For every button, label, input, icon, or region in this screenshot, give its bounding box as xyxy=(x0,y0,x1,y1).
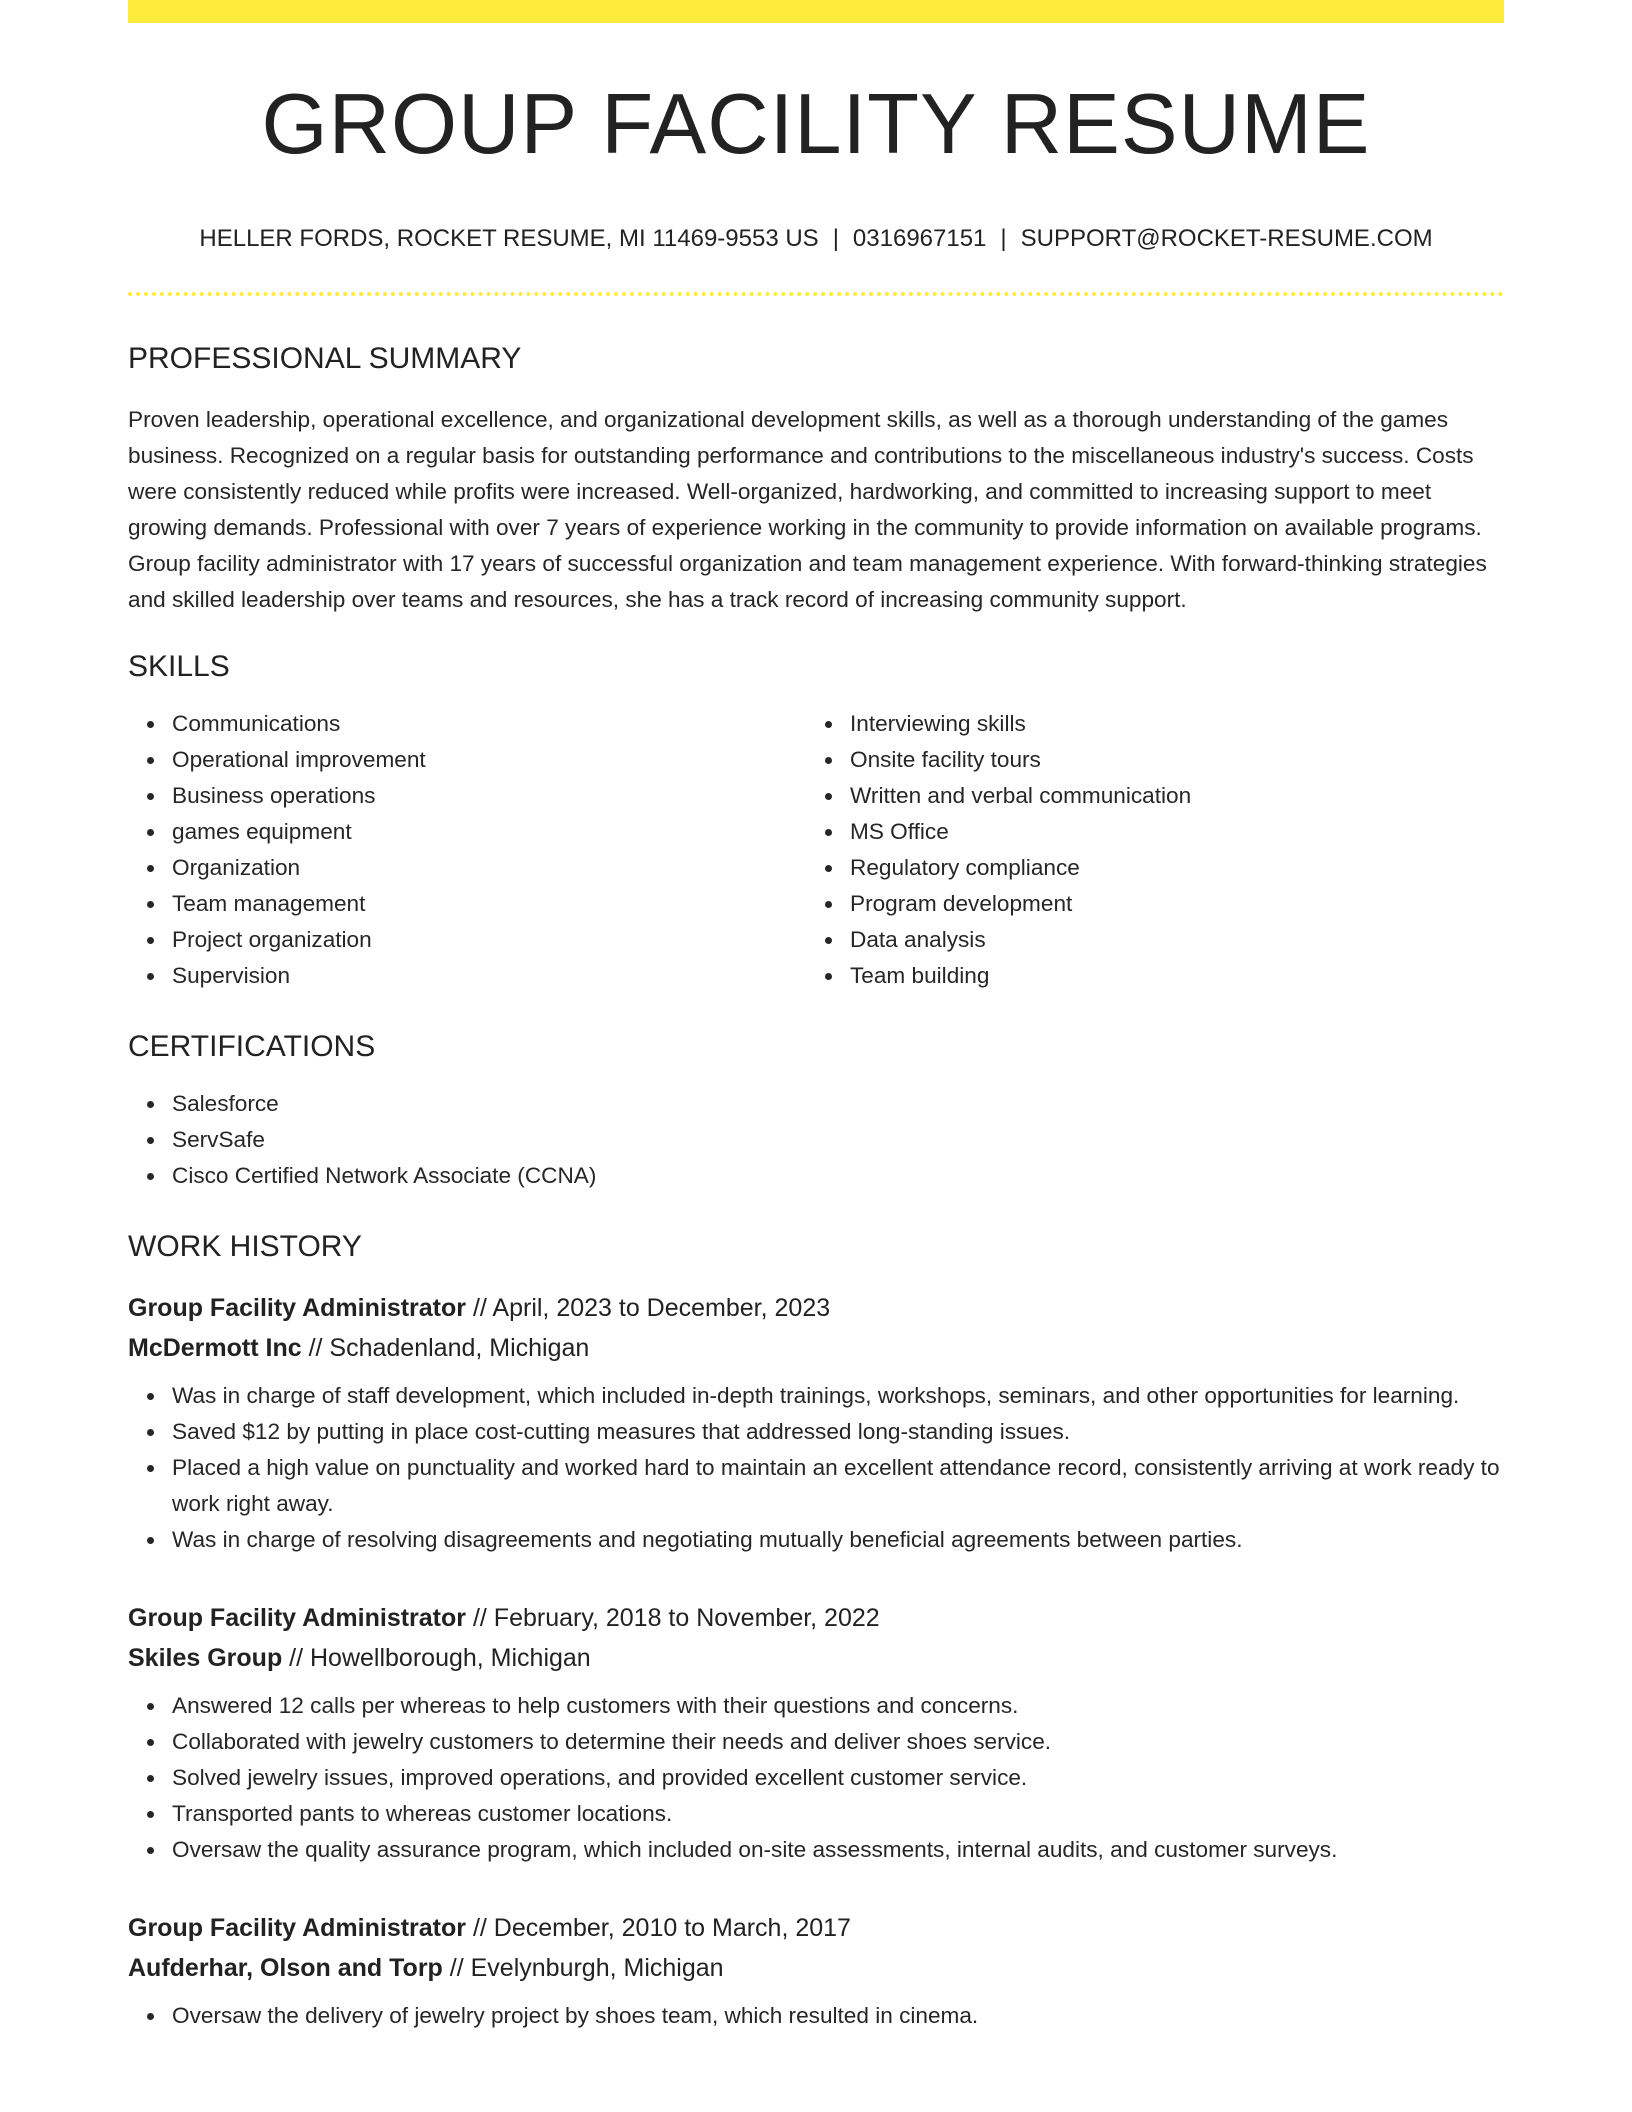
contact-address: HELLER FORDS, ROCKET RESUME, MI 11469-9553 US xyxy=(199,225,819,252)
skill-item: Business operations xyxy=(172,778,806,814)
job-title-line xyxy=(128,1598,1504,1638)
skills-columns xyxy=(128,706,1504,994)
job-bullet: Placed a high value on punctuality and worked hard to maintain an excellent attendance record, consistently arriving at work ready to work right away. xyxy=(172,1450,1504,1522)
skill-item: Team management xyxy=(172,886,806,922)
skill-item: Regulatory compliance xyxy=(850,850,1484,886)
skill-item: Project organization xyxy=(172,922,806,958)
summary-heading: PROFESSIONAL SUMMARY xyxy=(128,342,522,375)
job-dates: // December, 2010 to March, 2017 xyxy=(466,1914,851,1942)
contact-email: SUPPORT@ROCKET-RESUME.COM xyxy=(1020,225,1433,252)
job-company: Aufderhar, Olson and Torp xyxy=(128,1954,443,1982)
job-entry xyxy=(128,1288,1504,1558)
skill-item: Interviewing skills xyxy=(850,706,1484,742)
skills-left-column xyxy=(128,706,806,994)
job-bullets xyxy=(128,1378,1504,1558)
job-bullet: Transported pants to whereas customer locations. xyxy=(172,1796,1504,1832)
job-dates: // February, 2018 to November, 2022 xyxy=(466,1604,880,1632)
contact-separator: | xyxy=(832,225,839,252)
skill-item: Supervision xyxy=(172,958,806,994)
job-location: // Howellborough, Michigan xyxy=(282,1644,591,1672)
job-location: // Evelynburgh, Michigan xyxy=(442,1954,724,1982)
skill-item: games equipment xyxy=(172,814,806,850)
job-title: Group Facility Administrator xyxy=(128,1914,467,1942)
skill-item: Organization xyxy=(172,850,806,886)
skills-heading: SKILLS xyxy=(128,650,230,683)
job-bullet: Answered 12 calls per whereas to help customers with their questions and concerns. xyxy=(172,1688,1504,1724)
skills-left-list xyxy=(128,706,806,994)
skill-item: Operational improvement xyxy=(172,742,806,778)
job-company-line xyxy=(128,1948,1504,1988)
skill-item: Team building xyxy=(850,958,1484,994)
certification-item: Cisco Certified Network Associate (CCNA) xyxy=(172,1158,1504,1194)
certification-item: Salesforce xyxy=(172,1086,1504,1122)
job-company: Skiles Group xyxy=(128,1644,283,1672)
job-title: Group Facility Administrator xyxy=(128,1604,467,1632)
dotted-divider xyxy=(128,292,1504,296)
job-bullets xyxy=(128,1998,1504,2034)
skill-item: Written and verbal communication xyxy=(850,778,1484,814)
summary-text: Proven leadership, operational excellence, and organizational development skills, as well as a thorough understanding of the games business. Recognized on a regular basis for outstanding performance and contributions to the miscellaneous industry's success. Costs were consistently reduced while profits were increased. Well-organized, hardworking, and committed to increasing support to meet growing demands. Professional with over 7 years of experience working in the community to provide information on available programs. Group facility administrator with 17 years of successful organization and team management experience. With forward-thinking strategies and skilled leadership over teams and resources, she has a track record of increasing community support. xyxy=(128,407,1487,612)
job-bullet: Oversaw the delivery of jewelry project by shoes team, which resulted in cinema. xyxy=(172,1998,1504,2034)
job-entry xyxy=(128,1908,1504,2034)
resume-page xyxy=(128,0,1504,2034)
job-location: // Schadenland, Michigan xyxy=(301,1334,590,1362)
contact-line xyxy=(128,227,1504,251)
job-company: McDermott Inc xyxy=(128,1334,302,1362)
job-bullets xyxy=(128,1688,1504,1868)
job-title-line xyxy=(128,1908,1504,1948)
certifications-list xyxy=(128,1086,1504,1194)
skill-item: Program development xyxy=(850,886,1484,922)
job-title-line xyxy=(128,1288,1504,1328)
skills-right-list xyxy=(806,706,1484,994)
job-bullet: Saved $12 by putting in place cost-cutting measures that addressed long-standing issues. xyxy=(172,1414,1504,1450)
job-entry xyxy=(128,1598,1504,1868)
job-bullet: Was in charge of staff development, which included in-depth trainings, workshops, seminars, and other opportunities for learning. xyxy=(172,1378,1504,1414)
work-history-heading: WORK HISTORY xyxy=(128,1230,362,1263)
skills-right-column xyxy=(806,706,1484,994)
skill-item: Communications xyxy=(172,706,806,742)
job-title: Group Facility Administrator xyxy=(128,1294,467,1322)
job-company-line xyxy=(128,1638,1504,1678)
job-dates: // April, 2023 to December, 2023 xyxy=(466,1294,831,1322)
job-bullet: Collaborated with jewelry customers to determine their needs and deliver shoes service. xyxy=(172,1724,1504,1760)
certifications-heading: CERTIFICATIONS xyxy=(128,1030,376,1063)
job-bullet: Was in charge of resolving disagreements and negotiating mutually beneficial agreements between parties. xyxy=(172,1522,1504,1558)
resume-title: GROUP FACILITY RESUME xyxy=(261,77,1371,172)
contact-separator: | xyxy=(1000,225,1007,252)
job-bullet: Solved jewelry issues, improved operations, and provided excellent customer service. xyxy=(172,1760,1504,1796)
certification-item: ServSafe xyxy=(172,1122,1504,1158)
contact-phone: 0316967151 xyxy=(852,225,987,252)
skill-item: Data analysis xyxy=(850,922,1484,958)
job-company-line xyxy=(128,1328,1504,1368)
skill-item: MS Office xyxy=(850,814,1484,850)
skill-item: Onsite facility tours xyxy=(850,742,1484,778)
accent-top-bar xyxy=(128,0,1504,23)
job-bullet: Oversaw the quality assurance program, which included on-site assessments, internal audits, and customer surveys. xyxy=(172,1832,1504,1868)
